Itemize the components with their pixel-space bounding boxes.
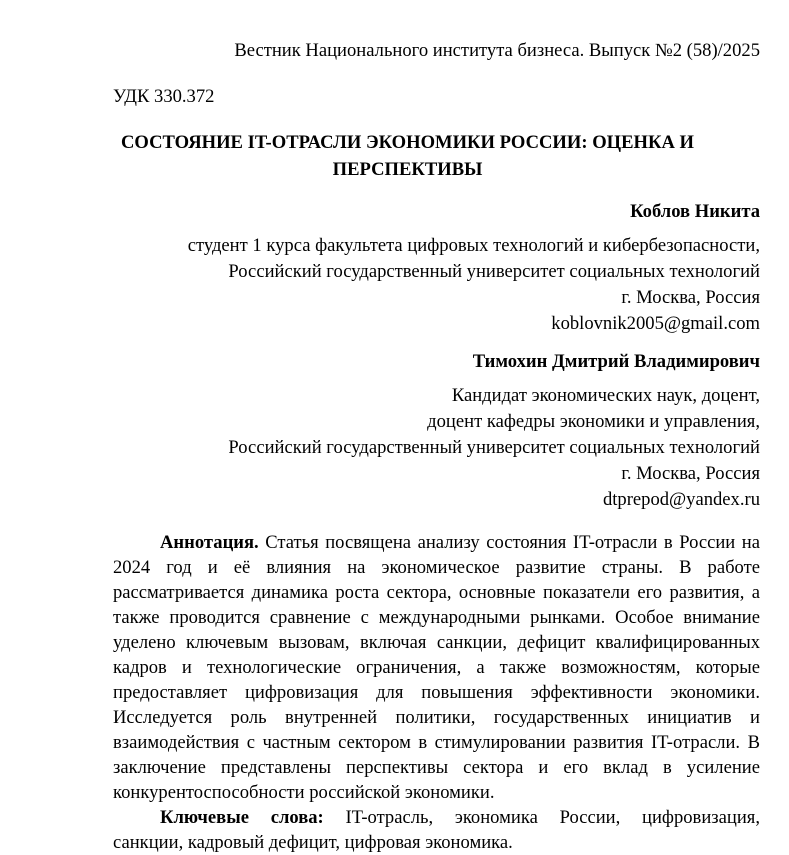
article-title: СОСТОЯНИЕ IT-ОТРАСЛИ ЭКОНОМИКИ РОССИИ: ОЦЕНКА И ПЕРСПЕКТИВЫ — [120, 132, 695, 180]
keywords-text: IT-отрасль, экономика России, цифровизация, — [345, 807, 760, 828]
keywords-continuation-clipped: санкции, кадровый дефицит, цифровая экономика. — [113, 832, 513, 853]
abstract-label: Аннотация. — [160, 532, 259, 553]
author-block-2 — [113, 349, 760, 513]
keywords-label: Ключевые слова: — [160, 807, 324, 828]
abstract-text: Статья посвящена анализу состояния IT-отрасли в России на 2024 год и её влияния на экономическое развитие страны. В работе рассматривается динамика роста сектора, основные показатели его развития, а также проводится сравнение с международными рынками. Особое внимание уделено ключевым вызовам, включая санкции, дефицит квалифицированных кадров и технологические ограничения, а также возможностям, которые предоставляет цифровизация для повышения эффективности экономики. Исследуется роль внутренней политики, государственных инициатив и взаимодействия с частным сектором в стимулировании развития IT-отрасли. В заключение представлены перспективы сектора и его вклад в усиление конкурентоспособности российской экономики. — [113, 532, 760, 803]
author-2-affiliation-line-4: г. Москва, Россия — [621, 463, 760, 484]
author-2-affiliation-line-3: Российский государственный университет социальных технологий — [228, 437, 760, 458]
author-1-affiliation-line-3: г. Москва, Россия — [621, 287, 760, 308]
journal-header: Вестник Национального института бизнеса. Выпуск №2 (58)/2025 — [234, 40, 760, 61]
author-1-email: koblovnik2005@gmail.com — [551, 313, 760, 334]
author-block-1 — [113, 199, 760, 337]
author-1-name: Коблов Никита — [630, 201, 760, 222]
author-1-affiliation-line-1: студент 1 курса факультета цифровых технологий и кибербезопасности, — [187, 235, 760, 256]
author-2-affiliation-line-1: Кандидат экономических наук, доцент, — [451, 385, 760, 406]
udc-code: УДК 330.372 — [113, 86, 215, 107]
author-2-affiliation-line-2: доцент кафедры экономики и управления, — [427, 411, 760, 432]
author-1-affiliation-line-2: Российский государственный университет социальных технологий — [228, 261, 760, 282]
author-2-name: Тимохин Дмитрий Владимирович — [472, 351, 760, 372]
abstract-paragraph — [113, 530, 760, 805]
author-2-email: dtprepod@yandex.ru — [602, 489, 760, 510]
keywords-paragraph — [113, 805, 760, 830]
